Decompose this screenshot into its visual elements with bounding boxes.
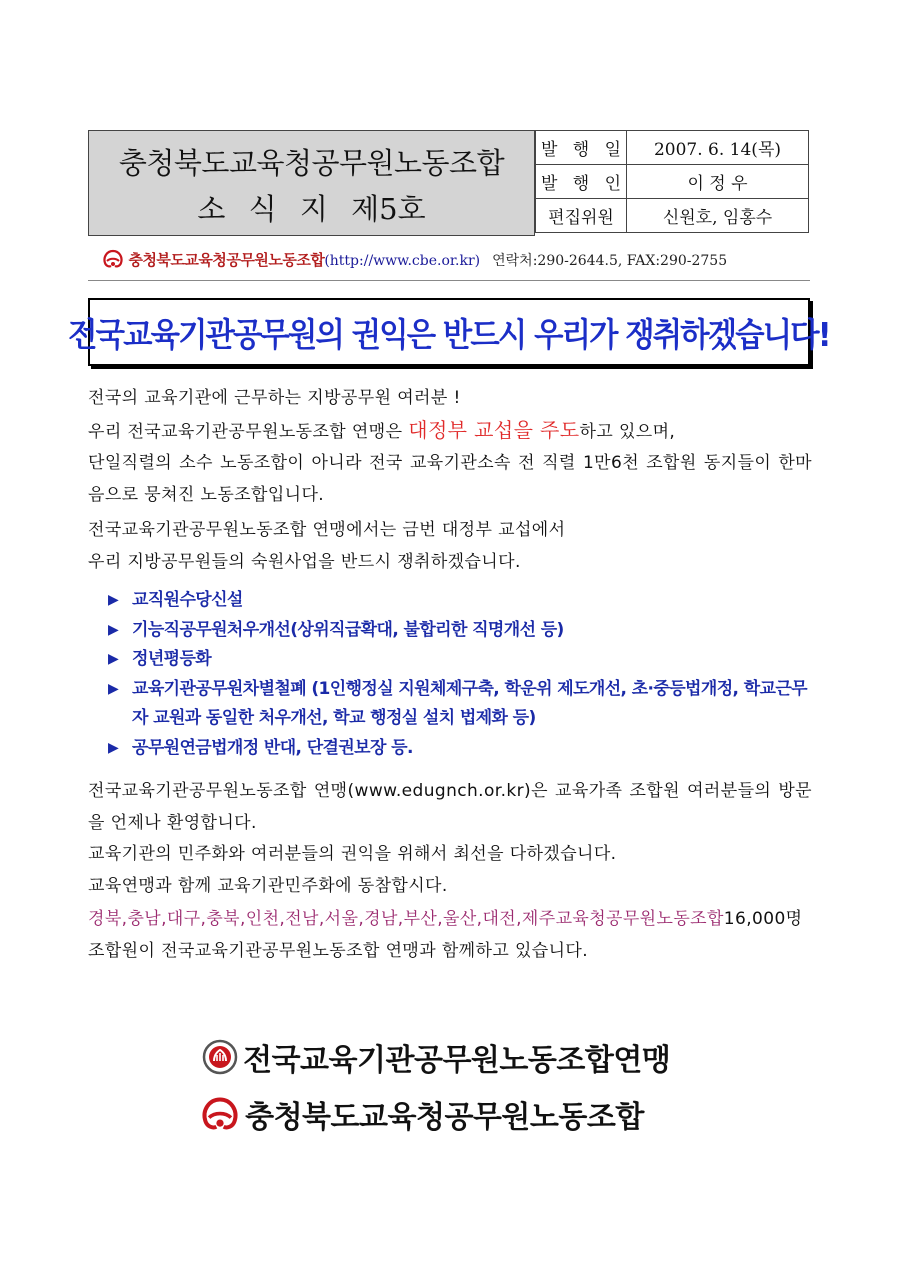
site-contact-line: [102, 249, 802, 273]
publisher-label: 발 행 인: [536, 165, 627, 199]
highlight-text: 대정부 교섭을 주도: [408, 417, 580, 442]
issue-number: 소 식 지 제5호: [197, 192, 426, 226]
header-divider: [88, 280, 810, 281]
list-item: ▶ 교직원수당신설: [104, 586, 816, 616]
list-item: ▶ 정년평등화: [104, 645, 816, 675]
triangle-bullet-icon: ▶: [108, 651, 119, 667]
triangle-bullet-icon: ▶: [108, 621, 119, 638]
publisher-value: 이 정 우: [627, 165, 809, 199]
list-item: ▶ 교육기관공무원차별철폐 (1인행정실 지원체제구축, 학운위 제도개선, 초·중등법개정, 학교근무자 교원과 동일한 처우개선, 학교 행정실 설치 법제화 등): [104, 675, 816, 734]
info-row: [536, 131, 809, 165]
triangle-bullet-icon: ▶: [108, 739, 119, 756]
triangle-bullet-icon: ▶: [108, 680, 119, 697]
goal-line: 우리 지방공무원들의 숙원사업을 반드시 쟁취하겠습니다.: [88, 551, 521, 572]
intro-line: 전국의 교육기관에 근무하는 지방공무원 여러분 !: [88, 388, 461, 408]
union-logo-line: [200, 1092, 644, 1134]
info-row: [536, 165, 809, 199]
federation-paragraph: [88, 776, 812, 902]
union-website-link[interactable]: (http://www.cbe.or.kr): [324, 253, 481, 269]
info-row: [536, 199, 809, 233]
union-name-footer: 충청북도교육청공무원노동조합: [245, 1100, 644, 1135]
intro-line: 단일직렬의 소수 노동조합이 아니라 전국 교육기관소속 전 직렬 1만6천 조합원 동지들이 한마음으로 뭉쳐진 노동조합입니다.: [88, 453, 812, 505]
intro-text: 우리 전국교육기관공무원노동조합 연맹은: [88, 421, 409, 442]
goal-line: 전국교육기관공무원노동조합 연맹에서는 금번 대정부 교섭에서: [88, 520, 566, 540]
publication-info-table: [535, 130, 809, 233]
list-item: ▶ 공무원연금법개정 반대, 단결권보장 등.: [104, 734, 816, 764]
federation-logo-line: [202, 1035, 671, 1078]
federation-line: 교육연맹과 함께 교육기관민주화에 동참합시다.: [88, 875, 448, 896]
list-item: ▶ 기능직공무원처우개선(상위직급확대, 불합리한 직명개선 등): [104, 616, 816, 646]
union-emblem-icon: [200, 1095, 240, 1133]
demands-list: [104, 586, 816, 763]
regions-text: 16,000명 조합원이 전국교육기관공무원노동조합 연맹과 함께하고 있습니다.: [88, 909, 803, 961]
union-logo-icon: [102, 249, 124, 269]
header-title: 충청북도교육청공무원노동조합: [118, 146, 505, 180]
federation-line: 교육기관의 민주화와 여러분들의 권익을 위해서 최선을 다하겠습니다.: [88, 844, 617, 864]
publish-date-label: 발 행 일: [536, 131, 627, 165]
federation-emblem-icon: [202, 1039, 238, 1075]
regions-list: 경북,충남,대구,충북,인천,전남,서울,경남,부산,울산,대전,제주교육청공무원노동조합: [88, 909, 724, 929]
federation-name: 전국교육기관공무원노동조합연맹: [243, 1043, 671, 1078]
editors-value: 신원호, 임홍수: [627, 199, 809, 233]
publish-date-value: 2007. 6. 14(목): [627, 131, 809, 165]
headline-box: [68, 298, 830, 366]
union-name: 충청북도교육청공무원노동조합: [128, 251, 325, 269]
headline-text: 전국교육기관공무원의 권익은 반드시 우리가 쟁취하겠습니다!: [68, 314, 830, 354]
intro-paragraph: [88, 383, 812, 511]
newsletter-header: [88, 130, 810, 236]
intro-line: [88, 415, 812, 449]
federation-line: 전국교육기관공무원노동조합 연맹(www.edugnch.or.kr)은 교육가족 조합원 여러분들의 방문을 언제나 환영합니다.: [88, 781, 812, 833]
goal-paragraph: [88, 515, 812, 578]
header-title-box: [88, 130, 535, 236]
triangle-bullet-icon: ▶: [108, 592, 119, 608]
regions-paragraph: [88, 904, 812, 967]
intro-text: 하고 있으며,: [579, 421, 676, 442]
contact-info: 연락처:290-2644.5, FAX:290-2755: [492, 253, 728, 269]
editors-label: 편집위원: [536, 199, 627, 233]
